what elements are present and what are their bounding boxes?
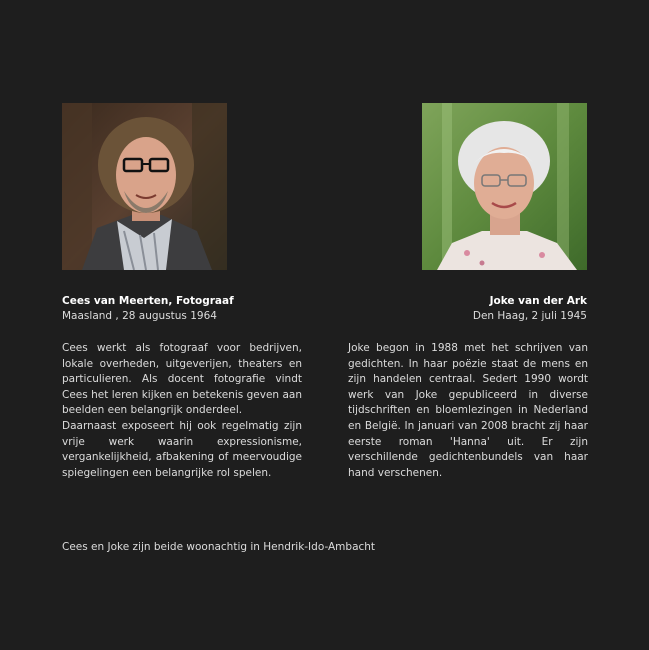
portrait-photo-joke (422, 103, 587, 270)
residence-note: Cees en Joke zijn beide woonachtig in Hendrik-Ido-Ambacht (62, 541, 376, 553)
poet-name: Joke van der Ark (489, 295, 587, 307)
poet-bio-paragraph: Joke begon in 1988 met het schrijven van gedichten. In haar poëzie staat de mens en zijn handelen centraal. Sedert 1990 wordt werk van Joke gepubliceerd in diverse tijdschriften en bloemlezingen in Nederland en België. In januari van 2008 bracht zij haar eerste roman 'Hanna' uit. Er zijn verschillende gedichtenbundels van haar hand verschenen. (348, 342, 588, 479)
photographer-birth-info: Maasland , 28 augustus 1964 (62, 310, 217, 322)
photographer-bio-paragraph: Daarnaast exposeert hij ook regelmatig zijn vrije werk waarin expressionisme, vergankelijkheid, afbakening of meervoudige spiegelingen een belangrijke rol spelen. (62, 419, 302, 479)
photographer-name: Cees van Meerten, Fotograaf (62, 295, 234, 307)
portrait-cees-image (62, 103, 227, 270)
poet-bio (348, 341, 588, 481)
poet-birth-info: Den Haag, 2 juli 1945 (472, 310, 587, 322)
photographer-bio (62, 341, 302, 481)
portrait-joke-image (422, 103, 587, 270)
photographer-bio-paragraph: Cees werkt als fotograaf voor bedrijven, lokale overheden, uitgeverijen, theaters en particulieren. Als docent fotografie vindt Cees het leren kijken en betekenis geven aan beelden een belangrijk onderdeel. (62, 342, 302, 417)
portrait-photo-cees (62, 103, 227, 270)
